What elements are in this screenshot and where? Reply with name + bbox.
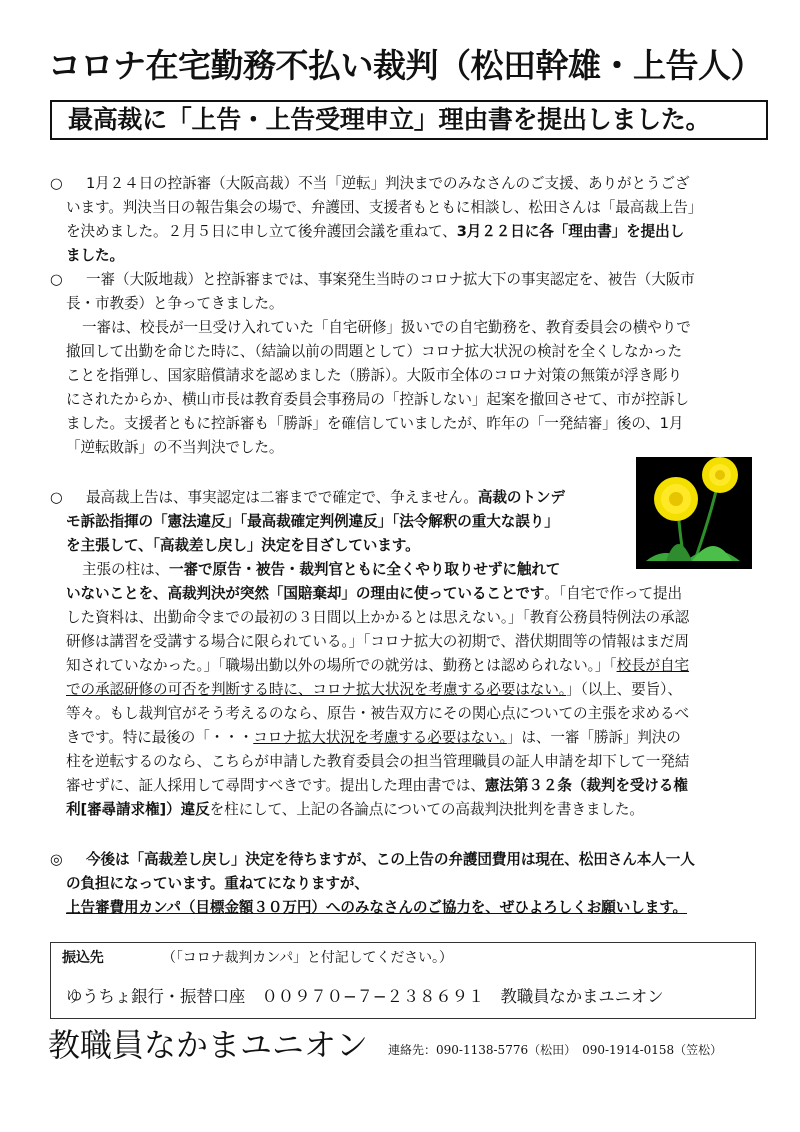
- s1-line-1: 1月２４日の控訴審（大阪高裁）不当「逆転」判決までのみなさんのご支援、ありがとうござ: [86, 175, 690, 192]
- s3-line-9: [66, 678, 682, 702]
- s3-line-11: [66, 726, 681, 750]
- s3-line-5b: 。「自宅で作って提出: [544, 585, 682, 602]
- s2-line-4: 撤回して出勤を命じた時に、（結論以前の問題として）コロナ拡大状況の検討を全くしなかった: [66, 343, 682, 360]
- s3-line-1b: 高裁のトンデ: [477, 489, 565, 506]
- s3-line-10: 等々。もし裁判官がそう考えるのなら、原告・被告双方にその関心点についての主張を求めるべ: [66, 705, 689, 722]
- s1-line-3b: 3月２２日に各「理由書」を提出し: [456, 223, 685, 240]
- dandelion-illustration: [636, 457, 752, 569]
- s1-line-2: います。判決当日の報告集会の場で、弁護団、支援者もともに相談し、松田さんは「最高裁上告」: [66, 199, 703, 216]
- s2-line-6: にされたからか、横山市長は教育委員会事務局の「控訴しない」起案を撤回させて、市が控訴し: [66, 391, 689, 408]
- page-subtitle: 最高裁に「上告・上告受理申立」理由書を提出しました。: [68, 105, 711, 134]
- s3-line-11b: コロナ拡大状況を考慮する必要はない。: [253, 729, 507, 746]
- s3-line-1a: 最高裁上告は、事実認定は二審までで確定で、争えません。: [86, 489, 478, 506]
- s3-line-13b: 憲法第３２条（裁判を受ける権: [484, 777, 688, 794]
- s3-line-14b: を柱にして、上記の各論点についての高裁判決批判を書きました。: [209, 801, 644, 818]
- s3-line-3: を主張して、「高裁差し戻し」決定を目ざしています。: [66, 537, 420, 554]
- bullet-2: ○: [50, 271, 63, 288]
- s3-line-7: 研修は講習を受講する場合に限られている。」「コロナ拡大の初期で、潜伏期間等の情報はまだ周: [66, 633, 689, 650]
- dandelion-icon: [636, 457, 752, 569]
- s3-line-9a: での承認研修の可否を判断する時に、コロナ拡大状況を考慮する必要はない。: [66, 681, 566, 698]
- s3-line-1: [86, 486, 565, 510]
- s3-line-4: [82, 558, 560, 582]
- page-title: コロナ在宅勤務不払い裁判（松田幹雄・上告人）: [48, 46, 763, 85]
- s2-line-1: 一審（大阪地裁）と控訴審までは、事案発生当時のコロナ拡大下の事実認定を、被告（大阪市: [86, 271, 695, 288]
- s3-line-5a: いないことを、高裁判決が突然「国賠棄却」の理由に使っていることです: [66, 585, 545, 602]
- s4-line-3: 上告審費用カンパ（目標金額３０万円）へのみなさんのご協力を、ぜひよろしくお願いします。: [66, 899, 688, 916]
- s3-line-2: モ訴訟指揮の「憲法違反」「最高裁確定判例違反」「法令解釈の重大な誤り」: [66, 513, 559, 530]
- s3-line-8a: 知されていなかった。」「職場出勤以外の場所での就労は、勤務とは認められない。」「: [66, 657, 617, 674]
- s3-line-13a: 審せずに、証人採用して尋問すべきです。提出した理由書では、: [66, 777, 485, 794]
- s3-line-12: 柱を逆転するのなら、こちらが申請した教育委員会の担当管理職員の証人申請を却下して一発結: [66, 753, 690, 770]
- bullet-3: ○: [50, 489, 63, 506]
- s3-line-11c: 」は、一審「勝訴」判決の: [506, 729, 681, 746]
- s3-line-13: [66, 774, 688, 798]
- s3-line-8: [66, 654, 689, 678]
- s3-line-14: [66, 798, 644, 822]
- s1-line-4: ました。: [66, 247, 124, 264]
- s4-line-2: の負担になっています。重ねてになりますが、: [66, 875, 369, 892]
- bullet-1: ○: [50, 175, 63, 192]
- s3-line-14a: 利[審尋請求権]）違反: [66, 801, 210, 818]
- s3-line-11a: きです。特に最後の「・・・: [66, 729, 254, 746]
- bullet-4: ◎: [50, 851, 63, 868]
- s1-line-3a: を決めました。２月５日に申し立て後弁護団会議を重ねて、: [66, 223, 457, 240]
- s2-line-5: ことを指弾し、国家賠償請求を認めました（勝訴）。大阪市全体のコロナ対策の無策が浮き彫り: [66, 367, 682, 384]
- bank-account: ゆうちょ銀行・振替口座 ００９７０−７−２３８６９１ 教職員なかまユニオン: [66, 987, 664, 1006]
- s2-line-2: 長・市教委）と争ってきました。: [66, 295, 284, 312]
- s3-line-4a: 主張の柱は、: [82, 561, 169, 578]
- footer-contact: 連絡先：090-1138-5776（松田） 090-1914-0158（笠松）: [388, 1043, 723, 1057]
- s3-line-9b: 」（以上、要旨）、: [566, 681, 682, 698]
- s4-line-1: 今後は「高裁差し戻し」決定を待ちますが、この上告の弁護団費用は現在、松田さん本人一人: [86, 851, 695, 868]
- s2-line-8: 「逆転敗訴」の不当判決でした。: [66, 439, 284, 456]
- s1-line-3: [66, 220, 684, 244]
- s3-line-8b: 校長が自宅: [616, 657, 690, 674]
- bank-label: 振込先: [62, 950, 104, 966]
- s3-line-5: [66, 582, 682, 606]
- s2-line-7: ました。支援者ともに控訴審も「勝訴」を確信していましたが、昨年の「一発結審」後の、1月: [66, 415, 684, 432]
- s3-line-6: した資料は、出勤命令までの最初の３日間以上かかるとは思えない。」「教育公務員特例法の承認: [66, 609, 690, 626]
- s3-line-4b: 一審で原告・被告・裁判官ともに全くやり取りせずに触れて: [168, 561, 561, 578]
- s2-line-3: 一審は、校長が一旦受け入れていた「自宅研修」扱いでの自宅勤務を、教育委員会の横やりで: [82, 319, 691, 336]
- footer-org-name: 教職員なかまユニオン: [48, 1026, 369, 1064]
- bank-note: （「コロナ裁判カンパ」と付記してください。）: [162, 950, 453, 966]
